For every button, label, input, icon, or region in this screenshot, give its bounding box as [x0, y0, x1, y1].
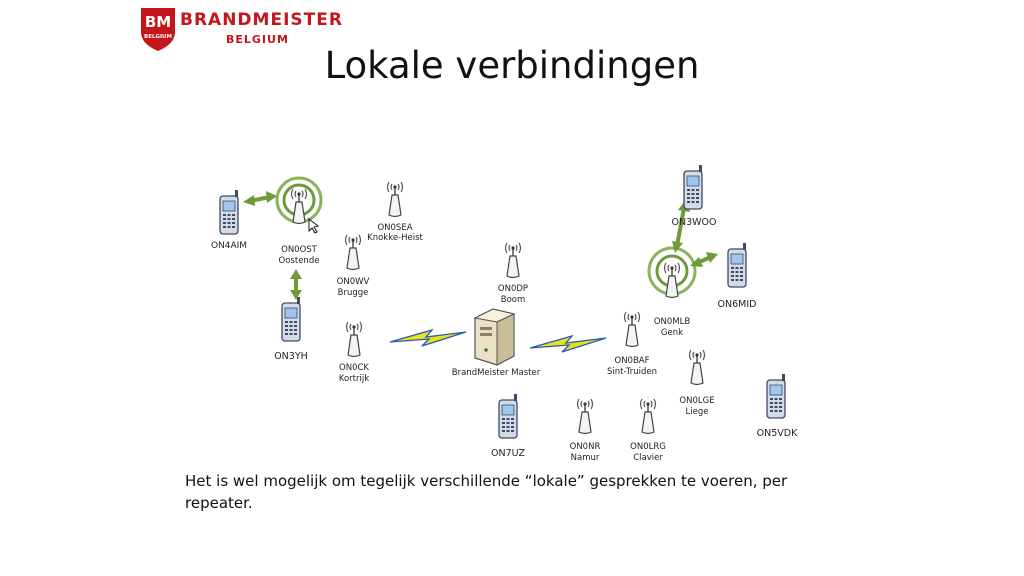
svg-text:ON0MLB: ON0MLB	[653, 317, 691, 327]
svg-text:ON0LRG: ON0LRG	[630, 442, 666, 452]
repeater-tower-icon	[347, 322, 362, 357]
link-arrow-ost-yh	[290, 269, 302, 300]
handheld-radio-icon	[684, 165, 702, 209]
handheld-on4aim	[211, 190, 247, 251]
svg-text:Knokke-Heist: Knokke-Heist	[367, 233, 423, 243]
svg-text:Liege: Liege	[685, 407, 709, 417]
repeater-on0wv	[337, 235, 370, 298]
link-arrow-aim-ost	[243, 191, 277, 206]
repeater-on0lrg	[630, 399, 666, 463]
repeater-tower-icon	[625, 312, 640, 347]
slide-title: Lokale verbindingen	[324, 44, 700, 87]
logo-sub: BELGIUM	[226, 33, 289, 46]
repeater-on0dp	[498, 243, 528, 305]
svg-text:ON0NR: ON0NR	[569, 442, 601, 452]
handheld-radio-icon	[282, 297, 300, 341]
repeater-tower-icon	[292, 189, 307, 224]
handheld-radio-icon	[220, 190, 238, 234]
repeater-on0baf	[607, 312, 657, 377]
handheld-on7uz	[491, 394, 525, 459]
lightning-link-right	[530, 336, 606, 352]
svg-text:ON0OST: ON0OST	[281, 245, 317, 255]
svg-text:ON4AIM: ON4AIM	[210, 241, 248, 251]
svg-text:ON0WV: ON0WV	[336, 277, 370, 287]
logo-name: BRANDMEISTER	[180, 10, 343, 30]
svg-text:ON7UZ: ON7UZ	[491, 448, 525, 459]
svg-text:Namur: Namur	[570, 453, 600, 463]
handheld-on6mid	[718, 243, 757, 310]
mouse-cursor-icon	[309, 219, 318, 233]
repeater-on0sea	[367, 182, 423, 243]
repeater-tower-icon	[665, 263, 680, 298]
svg-text:BM: BM	[144, 13, 172, 31]
repeater-on0nr	[570, 399, 601, 463]
svg-text:ON0BAF: ON0BAF	[614, 356, 650, 366]
repeater-tower-icon	[690, 350, 705, 385]
handheld-radio-icon	[767, 374, 785, 418]
repeater-tower-icon	[578, 399, 593, 434]
svg-text:Oostende: Oostende	[278, 256, 320, 266]
repeater-on0mlb	[654, 263, 691, 338]
svg-text:Brugge: Brugge	[337, 288, 369, 298]
svg-text:ON6MID: ON6MID	[717, 299, 757, 310]
svg-text:ON0DP: ON0DP	[497, 284, 529, 294]
svg-text:ON5VDK: ON5VDK	[756, 428, 798, 439]
repeater-tower-icon	[346, 235, 361, 270]
server-icon	[475, 309, 514, 365]
handheld-radio-icon	[728, 243, 746, 287]
svg-text:Kortrijk: Kortrijk	[338, 374, 370, 384]
repeater-on0ck	[339, 322, 370, 384]
svg-text:Clavier: Clavier	[633, 453, 663, 463]
handheld-radio-icon	[499, 394, 517, 438]
svg-text:ON0SEA: ON0SEA	[377, 223, 413, 233]
handheld-on3yh	[274, 297, 308, 362]
handheld-on5vdk	[757, 374, 798, 439]
repeater-on0lge	[679, 350, 714, 417]
handheld-on3woo	[672, 165, 717, 228]
svg-text:ON3YH: ON3YH	[274, 351, 308, 362]
repeater-tower-icon	[388, 182, 403, 217]
svg-text:Genk: Genk	[660, 328, 684, 338]
svg-text:ON0LGE: ON0LGE	[679, 396, 715, 406]
svg-text:ON3WOO: ON3WOO	[671, 217, 717, 228]
lightning-link-left	[390, 330, 466, 346]
svg-text:BELGIUM: BELGIUM	[144, 34, 172, 40]
repeater-tower-icon	[641, 399, 656, 434]
slide-body-text: Het is wel mogelijk om tegelijk verschillende “lokale” gesprekken te voeren, per repeater.	[185, 472, 788, 512]
link-arrow-mlb-mid	[690, 252, 718, 267]
svg-text:ON0CK: ON0CK	[339, 363, 369, 373]
svg-text:Sint-Truiden: Sint-Truiden	[607, 367, 657, 377]
repeater-tower-icon	[506, 243, 521, 278]
svg-text:Boom: Boom	[500, 295, 526, 305]
master-label: BrandMeister Master	[451, 368, 541, 378]
